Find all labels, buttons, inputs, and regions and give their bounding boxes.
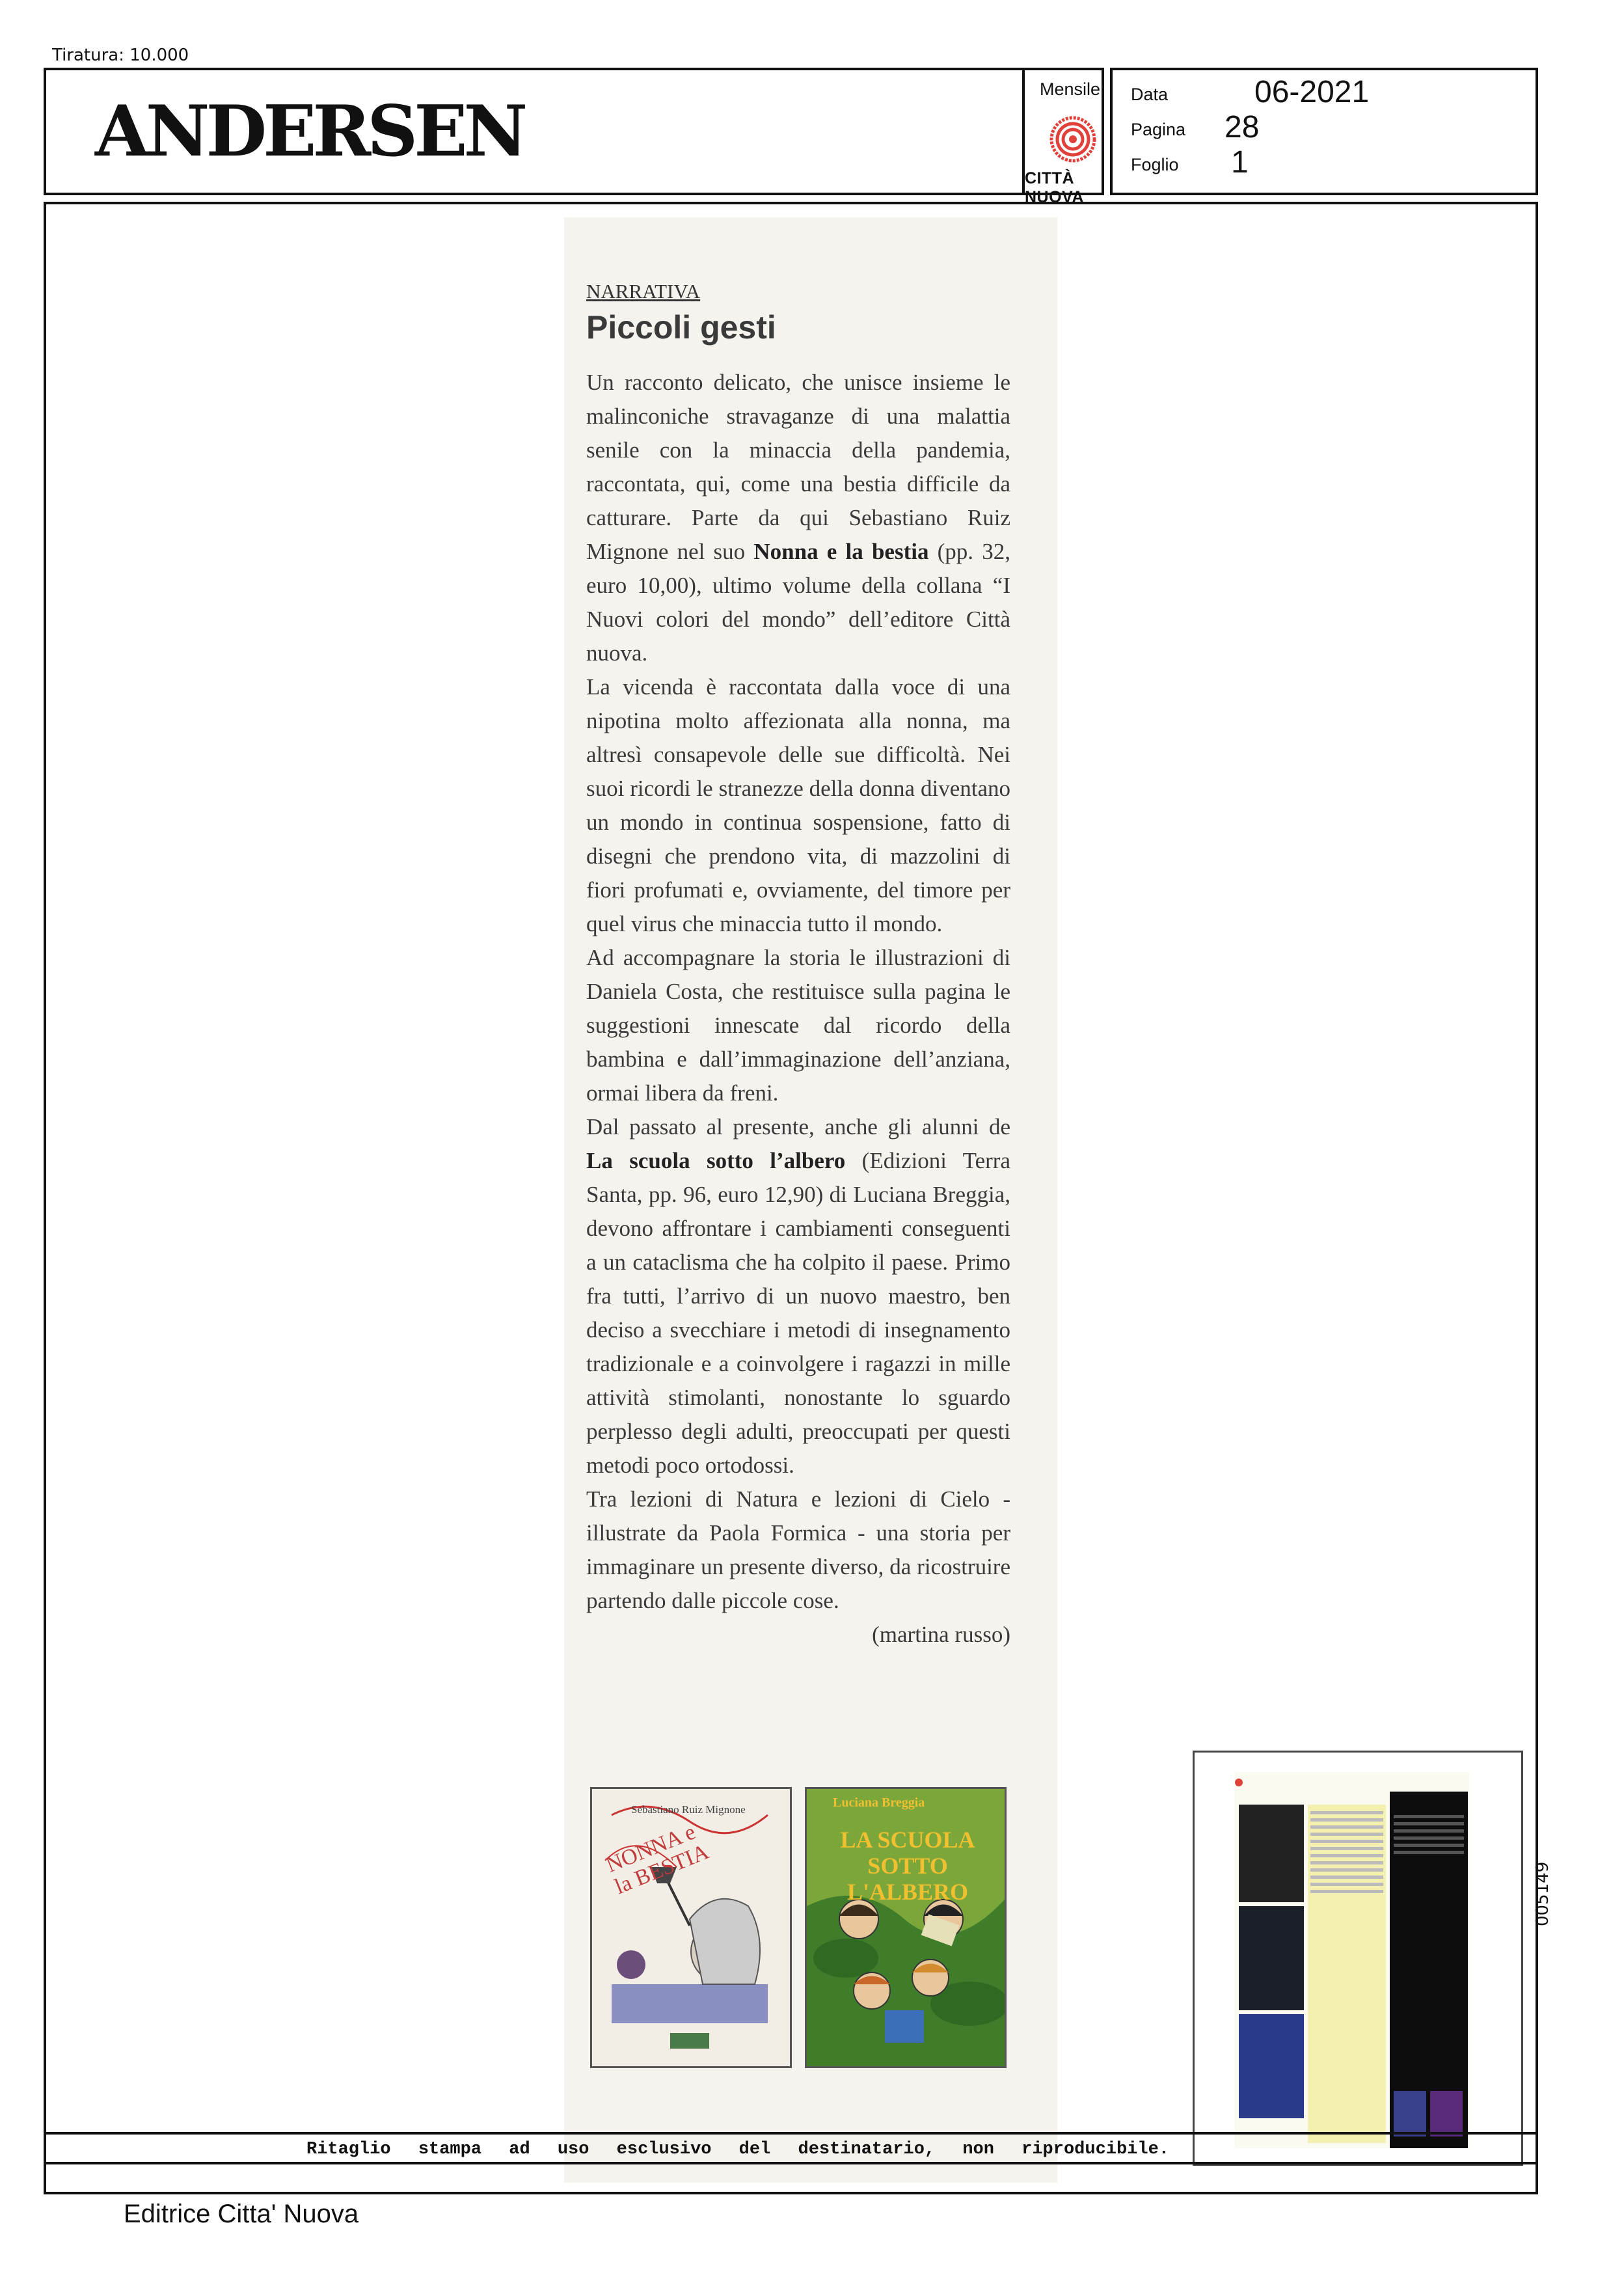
thumbnail-text-col bbox=[1308, 1805, 1386, 2143]
article-body bbox=[586, 366, 1010, 1652]
paragraph-1-cont: (pp. 32, euro 10,00), ultimo volume della collana “I Nuovi colori del mondo” dell’editore Città nuova. bbox=[586, 539, 1011, 666]
circulation-label: Tiratura: 10.000 bbox=[52, 46, 189, 65]
paragraph-1 bbox=[586, 366, 1010, 670]
page-value: 28 bbox=[1225, 110, 1260, 144]
paragraph-1-text: Un racconto delicato, che unisce insieme le malinconiche stravaganze di una malattia senile con la minaccia della pandemia, raccontata, qui, come una bestia difficile da catturare. Parte da qui Sebastiano Ruiz Mignone nel suo bbox=[586, 370, 1010, 564]
cover1-author: Sebastiano Ruiz Mignone bbox=[631, 1803, 746, 1816]
book-cover-nonna bbox=[590, 1787, 792, 2068]
section-label: NARRATIVA bbox=[586, 280, 701, 303]
paragraph-4-cont: (Edizioni Terra Santa, pp. 96, euro 12,90) di Luciana Breggia, devono affrontare i cambiamenti conseguenti a un cataclisma che ha colpito il paese. Primo fra tutti, l’arrivo di un nuovo maestro, ben deciso a svecchiare i metodi di insegnamento tradizionale e a coinvolgere i ragazzi in mille attività stimolanti, nonostante lo sguardo perplesso degli adulti, preoccupati per questi metodi poco ortodossi. bbox=[586, 1148, 1010, 1478]
date-label: Data bbox=[1131, 85, 1169, 104]
paragraph-5: Tra lezioni di Natura e lezioni di Cielo - illustrate da Paola Formica - una storia per immaginare un presente diverso, da ricostruire partendo dalle piccole cose. bbox=[586, 1486, 1010, 1613]
thumbnail-images bbox=[1239, 1805, 1304, 2143]
book-cover-scuola bbox=[805, 1787, 1007, 2068]
metadata-box bbox=[1110, 68, 1538, 195]
author-signature: (martina russo) bbox=[872, 1622, 1010, 1647]
cover1-title: NONNA e la BESTIA bbox=[602, 1820, 712, 1900]
publisher-box bbox=[1022, 70, 1107, 206]
publisher-logo-icon bbox=[1049, 116, 1096, 163]
sheet-value: 1 bbox=[1231, 145, 1249, 180]
masthead-box bbox=[44, 68, 1104, 206]
book-title-1: Nonna e la bestia bbox=[753, 539, 929, 564]
cover2-title: LA SCUOLA SOTTO L'ALBERO bbox=[840, 1827, 975, 1905]
masthead-title: ANDERSEN bbox=[95, 90, 524, 172]
thumbnail-logo-icon bbox=[1235, 1779, 1243, 1786]
sheet-label: Foglio bbox=[1131, 155, 1179, 174]
paragraph-3: Ad accompagnare la storia le illustrazioni di Daniela Costa, che restituisce sulla pagina le suggestioni innescate dal ricordo della bambina e dall’immaginazione dell’anziana, ormai libera da freni. bbox=[586, 945, 1010, 1106]
article-column bbox=[564, 217, 1057, 2183]
book-title-2: La scuola sotto l’albero bbox=[586, 1148, 846, 1173]
publisher-footer: Editrice Citta' Nuova bbox=[124, 2200, 359, 2228]
article-title: Piccoli gesti bbox=[586, 309, 776, 346]
disclaimer-text: Ritaglio stampa ad uso esclusivo del destinatario, non riproducibile. bbox=[306, 2140, 1169, 2159]
clipping-frame bbox=[44, 202, 1538, 2194]
date-value: 06-2021 bbox=[1254, 75, 1370, 109]
publisher-name: CITTÀ NUOVA bbox=[1025, 169, 1084, 206]
cover2-author: Luciana Breggia bbox=[833, 1795, 925, 1810]
thumbnail-dark-col bbox=[1390, 1792, 1468, 2148]
paragraph-2: La vicenda è raccontata dalla voce di una nipotina molto affezionata alla nonna, ma altresì consapevole delle sue difficoltà. Nei suoi ricordi le stranezze della donna diventano un mondo in continua sospensione, fatto di disegni che prendono vita, di mazzolini di fiori profumati e, ovviamente, del timore per quel virus che minaccia tutto il mondo. bbox=[586, 674, 1010, 936]
document-code: 005149 bbox=[1533, 1861, 1552, 1926]
paragraph-4 bbox=[586, 1110, 1010, 1482]
disclaimer-box bbox=[44, 2132, 1538, 2164]
paragraph-4-text: Dal passato al presente, anche gli alunni de bbox=[586, 1114, 1010, 1140]
thumbnail-page bbox=[1235, 1772, 1469, 2148]
frequency-label: Mensile bbox=[1039, 79, 1100, 99]
page-thumbnail bbox=[1193, 1751, 1523, 2166]
page-label: Pagina bbox=[1131, 120, 1186, 139]
